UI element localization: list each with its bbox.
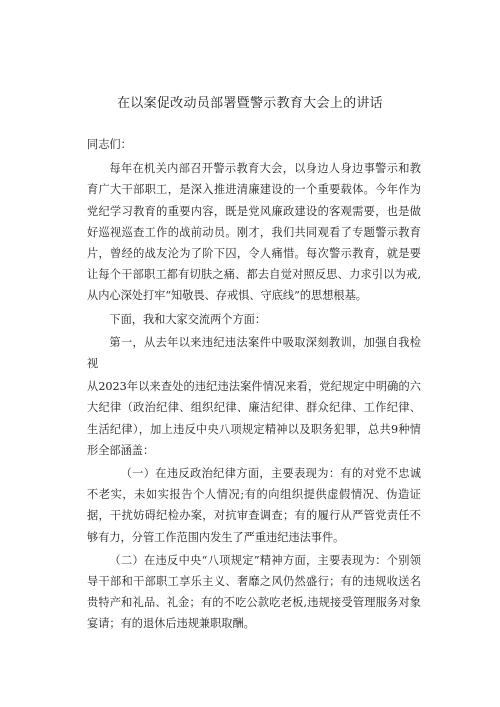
paragraph-eight-rules: （二）在违反中央“八项规定”精神方面，主要表现为：个别领导干部和干部职工享乐主义、奢靡之风仍然盛行；有的违规收送名贵特产和礼品、礼金；有的不吃公款吃老板,违规接受管理服务对象宴请；有的退休后违规兼职取酬。 (87, 553, 421, 631)
paragraph-transition: 下面，我和大家交流两个方面： (109, 312, 267, 326)
paragraph-cases-overview: 从2023年以来查处的违纪违法案件情况来看，党纪规定中明确的六大纪律（政治纪律、组织纪律、廉洁纪律、群众纪律、工作纪律、生活纪律），加上违反中央八项规定精神以及职务犯罪，总共9种情形全部涵盖： (87, 380, 421, 457)
section-heading-1: 第一，从去年以来违纪违法案件中吸取深刻教训，加强自我检视 (87, 335, 421, 371)
document-title: 在以案促改动员部署暨警示教育大会上的讲话 (116, 96, 383, 111)
document-body (87, 134, 421, 635)
paragraph-intro: 每年在机关内部召开警示教育大会，以身边人身边事警示和教育广大干部职工，是深入推进清廉建设的一个重要载体。今年作为党纪学习教育的重要内容，既是党风廉政建设的客观需要，也是做好巡视巡查工作的战前动员。刚才，我们共同观看了专题警示教育片，曾经的战友沦为了阶下囚，令人痛惜。每次警示教育，就是要让每个干部职工都有切肤之痛、都去自觉对照反思、力求引以为戒,从内心深处打牢“知敬畏、存戒惧、守底线”的思想根基。 (87, 162, 421, 303)
paragraph-political-discipline: （一）在违反政治纪律方面，主要表现为：有的对党不忠诚不老实，未如实报告个人情况;有的向组织提供虚假情况、伪造证据，干扰妨碍纪检办案，对抗审查调查；有的履行从严管党责任不够有力，分管工作范围内发生了严重违纪违法事件。 (87, 467, 421, 544)
greeting: 同志们： (87, 138, 132, 151)
